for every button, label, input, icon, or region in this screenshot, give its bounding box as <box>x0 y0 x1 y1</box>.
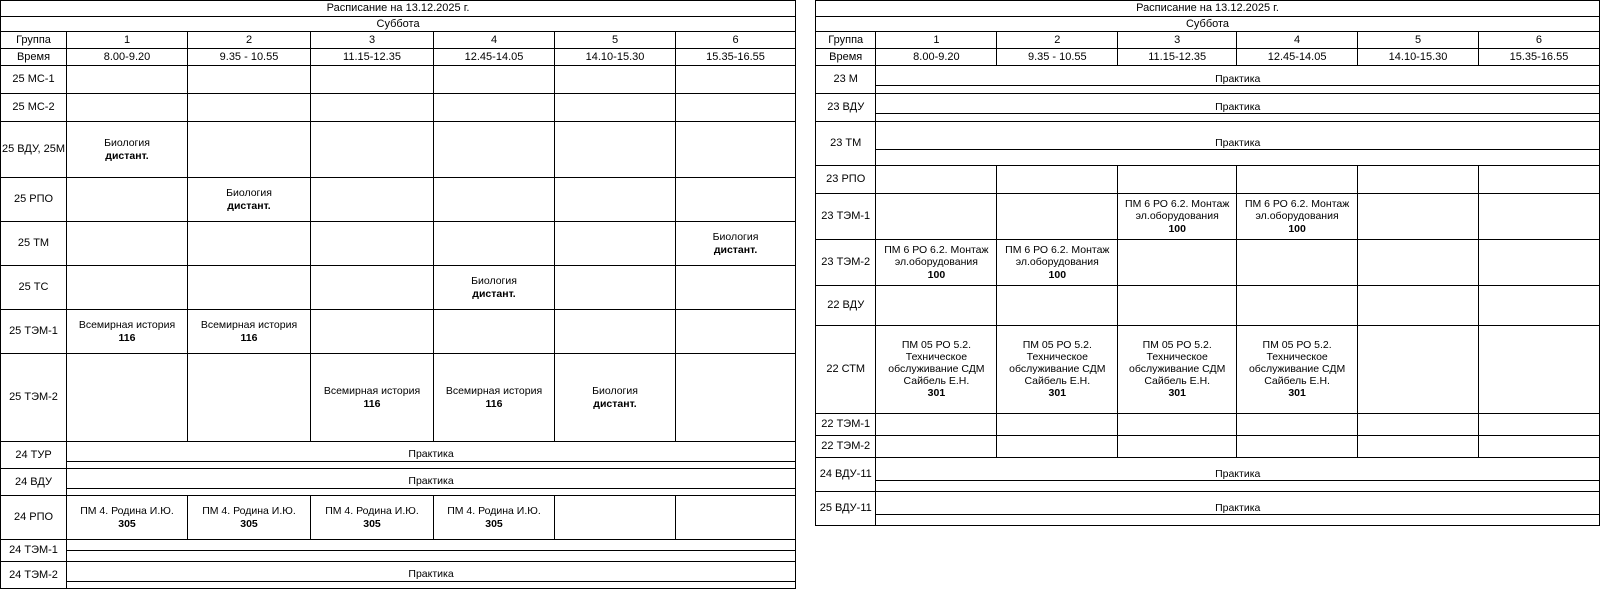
lesson-cell <box>555 66 676 94</box>
lesson-cell <box>1237 414 1358 436</box>
right-time-6: 15.35-16.55 <box>1478 49 1599 66</box>
right-time-1: 8.00-9.20 <box>876 49 997 66</box>
right-col-5: 5 <box>1358 32 1479 49</box>
table-row <box>816 414 1600 436</box>
lesson-cell <box>1478 286 1599 326</box>
practice-cell <box>67 442 796 469</box>
table-row <box>816 326 1600 414</box>
lesson-cell <box>311 94 434 122</box>
left-col-4: 4 <box>434 32 555 49</box>
lesson-cell <box>1237 436 1358 458</box>
lesson-cell <box>876 240 997 286</box>
left-time-4: 12.45-14.05 <box>434 49 555 66</box>
table-row <box>816 240 1600 286</box>
lesson-cell <box>1118 240 1237 286</box>
left-time-6: 15.35-16.55 <box>676 49 796 66</box>
lesson-cell <box>434 222 555 266</box>
lesson-cell <box>997 414 1118 436</box>
group-cell: 25 ТЭМ-2 <box>1 354 67 442</box>
lesson-room: 100 <box>1048 268 1067 281</box>
lesson-cell <box>555 94 676 122</box>
lesson-cell <box>311 222 434 266</box>
group-cell: 22 ТЭМ-1 <box>816 414 876 436</box>
table-row <box>1 122 796 178</box>
right-col-3: 3 <box>1118 32 1237 49</box>
lesson-cell <box>1478 436 1599 458</box>
lesson-cell <box>67 94 188 122</box>
lesson-room: 301 <box>1168 387 1186 400</box>
left-schedule-table <box>0 0 796 589</box>
panel-gap <box>795 0 815 596</box>
lesson-cell <box>997 326 1118 414</box>
lesson-room: 301 <box>1288 387 1306 400</box>
lesson-cell <box>188 94 311 122</box>
lesson-cell <box>311 266 434 310</box>
lesson-cell <box>1118 286 1237 326</box>
right-col-6: 6 <box>1478 32 1599 49</box>
lesson-cell <box>1237 240 1358 286</box>
table-row <box>816 166 1600 194</box>
group-cell: 25 МС-2 <box>1 94 67 122</box>
lesson-cell <box>555 122 676 178</box>
lesson-cell <box>1358 326 1479 414</box>
left-time-header: Время <box>1 49 67 66</box>
lesson-subject: Биология <box>226 187 272 200</box>
lesson-cell <box>1478 194 1599 240</box>
right-schedule-table <box>815 0 1600 526</box>
lesson-subject: ПМ 4. Родина И.Ю. <box>202 505 296 518</box>
lesson-cell <box>1478 414 1599 436</box>
right-time-5: 14.10-15.30 <box>1358 49 1479 66</box>
lesson-subject: Биология <box>471 275 517 288</box>
practice-label: Практика <box>876 137 1599 150</box>
group-cell: 23 ВДУ <box>816 94 876 122</box>
practice-label: Практика <box>876 73 1599 86</box>
lesson-cell <box>1358 436 1479 458</box>
left-title: Расписание на 13.12.2025 г. <box>1 1 796 17</box>
lesson-cell <box>1358 414 1479 436</box>
lesson-subject: Биология <box>104 137 150 150</box>
lesson-room: 100 <box>1168 222 1186 235</box>
group-cell: 24 ТЭМ-2 <box>1 562 67 589</box>
lesson-subject: Всемирная история <box>78 319 176 332</box>
lesson-cell <box>1118 194 1237 240</box>
lesson-room: 116 <box>485 397 503 410</box>
lesson-cell <box>1118 414 1237 436</box>
lesson-cell <box>876 166 997 194</box>
practice-label: Практика <box>876 502 1599 515</box>
lesson-subject: ПМ 05 РО 5.2. Техническое обслуживание СДМ Сайбель Е.Н. <box>888 339 985 387</box>
lesson-cell <box>434 310 555 354</box>
lesson-subject: ПМ 4. Родина И.Ю. <box>447 505 541 518</box>
table-row <box>1 469 796 496</box>
practice-cell <box>67 469 796 496</box>
lesson-cell <box>67 122 188 178</box>
practice-label: Практика <box>876 101 1599 114</box>
lesson-cell <box>188 178 311 222</box>
lesson-cell <box>67 66 188 94</box>
group-cell: 25 МС-1 <box>1 66 67 94</box>
lesson-cell <box>555 266 676 310</box>
lesson-room: 116 <box>363 397 381 410</box>
right-time-row <box>816 49 1600 66</box>
lesson-cell <box>676 354 796 442</box>
left-col-1: 1 <box>67 32 188 49</box>
lesson-cell <box>434 496 555 540</box>
lesson-cell <box>434 266 555 310</box>
table-row <box>1 540 796 562</box>
practice-label: Практика <box>67 475 795 488</box>
group-cell: 22 ТЭМ-2 <box>816 436 876 458</box>
practice-label: Практика <box>876 468 1599 481</box>
right-time-4: 12.45-14.05 <box>1237 49 1358 66</box>
lesson-cell <box>311 66 434 94</box>
left-day: Суббота <box>1 17 796 32</box>
table-row <box>816 122 1600 166</box>
group-cell: 24 ТЭМ-1 <box>1 540 67 562</box>
lesson-cell <box>876 286 997 326</box>
lesson-cell <box>997 436 1118 458</box>
lesson-cell <box>1358 240 1479 286</box>
lesson-room: 305 <box>240 517 258 530</box>
lesson-room: 116 <box>118 331 136 344</box>
table-row <box>1 310 796 354</box>
group-cell: 24 ВДУ-11 <box>816 458 876 492</box>
lesson-cell <box>188 310 311 354</box>
lesson-subject: Биология <box>712 231 759 244</box>
left-col-2: 2 <box>188 32 311 49</box>
left-group-header: Группа <box>1 32 67 49</box>
lesson-cell <box>676 222 796 266</box>
left-col-6: 6 <box>676 32 796 49</box>
left-time-2: 9.35 - 10.55 <box>188 49 311 66</box>
right-time-header: Время <box>816 49 876 66</box>
right-time-3: 11.15-12.35 <box>1118 49 1237 66</box>
lesson-cell <box>1118 436 1237 458</box>
lesson-cell <box>67 310 188 354</box>
practice-cell <box>876 492 1600 526</box>
table-row <box>1 562 796 589</box>
left-time-1: 8.00-9.20 <box>67 49 188 66</box>
practice-cell <box>67 540 796 562</box>
lesson-cell <box>311 178 434 222</box>
lesson-cell <box>434 354 555 442</box>
lesson-room: 301 <box>927 387 946 400</box>
lesson-subject: ПМ 4. Родина И.Ю. <box>325 505 419 518</box>
lesson-cell <box>676 178 796 222</box>
group-cell: 25 РПО <box>1 178 67 222</box>
group-cell: 23 ТМ <box>816 122 876 166</box>
lesson-room: 305 <box>485 517 503 530</box>
right-day-row <box>816 17 1600 32</box>
lesson-cell <box>67 266 188 310</box>
lesson-cell <box>67 354 188 442</box>
table-row <box>816 194 1600 240</box>
lesson-cell <box>555 222 676 266</box>
lesson-subject: Всемирная история <box>200 319 298 332</box>
lesson-room: 301 <box>1048 387 1067 400</box>
lesson-room: дистант. <box>105 149 149 162</box>
left-col-5: 5 <box>555 32 676 49</box>
lesson-room: дистант. <box>713 243 758 256</box>
right-col-2: 2 <box>997 32 1118 49</box>
group-cell: 22 ВДУ <box>816 286 876 326</box>
lesson-subject: ПМ 05 РО 5.2. Техническое обслуживание СДМ Сайбель Е.Н. <box>1009 339 1106 387</box>
lesson-cell <box>1358 166 1479 194</box>
lesson-cell <box>188 222 311 266</box>
table-row <box>1 496 796 540</box>
right-col-4: 4 <box>1237 32 1358 49</box>
lesson-cell <box>876 414 997 436</box>
group-cell: 23 РПО <box>816 166 876 194</box>
group-cell: 25 ВДУ-11 <box>816 492 876 526</box>
practice-cell <box>67 562 796 589</box>
lesson-cell <box>311 354 434 442</box>
group-cell: 25 ТС <box>1 266 67 310</box>
table-row <box>1 354 796 442</box>
lesson-cell <box>311 122 434 178</box>
lesson-cell <box>876 436 997 458</box>
right-group-header: Группа <box>816 32 876 49</box>
lesson-cell <box>188 354 311 442</box>
lesson-cell <box>1358 194 1479 240</box>
lesson-cell <box>434 178 555 222</box>
lesson-subject: ПМ 6 РО 6.2. Монтаж эл.оборудования <box>1244 198 1350 222</box>
group-cell: 23 М <box>816 66 876 94</box>
lesson-subject: Всемирная история <box>445 385 543 398</box>
right-col-1: 1 <box>876 32 997 49</box>
lesson-cell <box>311 496 434 540</box>
lesson-cell <box>555 354 676 442</box>
lesson-subject: ПМ 6 РО 6.2. Монтаж эл.оборудования <box>1005 244 1110 268</box>
table-row <box>816 436 1600 458</box>
lesson-cell <box>1237 326 1358 414</box>
lesson-cell <box>1237 194 1358 240</box>
lesson-cell <box>434 122 555 178</box>
lesson-cell <box>67 222 188 266</box>
lesson-cell <box>676 496 796 540</box>
lesson-cell <box>876 194 997 240</box>
lesson-subject: ПМ 6 РО 6.2. Монтаж эл.оборудования <box>884 244 989 268</box>
right-time-2: 9.35 - 10.55 <box>997 49 1118 66</box>
table-row <box>816 94 1600 122</box>
practice-label <box>67 550 795 551</box>
lesson-cell <box>676 94 796 122</box>
lesson-cell <box>1358 286 1479 326</box>
lesson-cell <box>555 178 676 222</box>
lesson-cell <box>434 66 555 94</box>
table-row <box>816 66 1600 94</box>
practice-label: Практика <box>67 568 795 581</box>
table-row <box>1 222 796 266</box>
lesson-cell <box>188 266 311 310</box>
table-row <box>1 266 796 310</box>
lesson-room: дистант. <box>593 397 637 410</box>
right-title-row <box>816 1 1600 17</box>
lesson-cell <box>67 496 188 540</box>
right-schedule-panel <box>815 0 1600 596</box>
lesson-cell <box>676 266 796 310</box>
lesson-cell <box>311 310 434 354</box>
lesson-subject: ПМ 6 РО 6.2. Монтаж эл.оборудования <box>1125 198 1230 222</box>
table-row <box>1 178 796 222</box>
left-time-5: 14.10-15.30 <box>555 49 676 66</box>
lesson-cell <box>188 496 311 540</box>
lesson-cell <box>997 286 1118 326</box>
lesson-room: дистант. <box>472 287 516 300</box>
practice-cell <box>876 458 1600 492</box>
table-row <box>1 442 796 469</box>
lesson-room: 100 <box>927 268 946 281</box>
lesson-cell <box>555 310 676 354</box>
group-cell: 24 ВДУ <box>1 469 67 496</box>
lesson-subject: ПМ 05 РО 5.2. Техническое обслуживание СДМ Сайбель Е.Н. <box>1129 339 1226 387</box>
left-time-3: 11.15-12.35 <box>311 49 434 66</box>
lesson-subject: ПМ 05 РО 5.2. Техническое обслуживание СДМ Сайбель Е.Н. <box>1248 339 1346 387</box>
practice-cell <box>876 66 1600 94</box>
table-row <box>816 492 1600 526</box>
group-cell: 25 ВДУ, 25М <box>1 122 67 178</box>
lesson-room: 100 <box>1288 222 1306 235</box>
lesson-cell <box>555 496 676 540</box>
lesson-cell <box>1478 326 1599 414</box>
left-header-row <box>1 32 796 49</box>
lesson-room: 305 <box>118 517 136 530</box>
lesson-subject: ПМ 4. Родина И.Ю. <box>80 505 174 518</box>
left-table-body <box>1 1 796 589</box>
left-col-3: 3 <box>311 32 434 49</box>
practice-cell <box>876 122 1600 166</box>
lesson-cell <box>997 240 1118 286</box>
lesson-cell <box>876 326 997 414</box>
lesson-cell <box>188 66 311 94</box>
left-day-row <box>1 17 796 32</box>
right-header-row <box>816 32 1600 49</box>
table-row <box>816 286 1600 326</box>
group-cell: 23 ТЭМ-2 <box>816 240 876 286</box>
practice-label: Практика <box>67 448 795 461</box>
table-row <box>1 94 796 122</box>
right-day: Суббота <box>816 17 1600 32</box>
left-title-row <box>1 1 796 17</box>
lesson-room: 116 <box>240 331 258 344</box>
group-cell: 24 ТУР <box>1 442 67 469</box>
lesson-room: 305 <box>363 517 381 530</box>
right-title: Расписание на 13.12.2025 г. <box>816 1 1600 17</box>
group-cell: 24 РПО <box>1 496 67 540</box>
lesson-subject: Всемирная история <box>323 385 421 398</box>
lesson-cell <box>1118 166 1237 194</box>
left-time-row <box>1 49 796 66</box>
lesson-cell <box>188 122 311 178</box>
lesson-cell <box>434 94 555 122</box>
lesson-cell <box>676 122 796 178</box>
group-cell: 22 СТМ <box>816 326 876 414</box>
lesson-cell <box>997 194 1118 240</box>
left-schedule-panel <box>0 0 795 596</box>
table-row <box>1 66 796 94</box>
lesson-cell <box>1478 240 1599 286</box>
lesson-cell <box>997 166 1118 194</box>
lesson-cell <box>676 66 796 94</box>
lesson-room: дистант. <box>227 199 271 212</box>
lesson-cell <box>1478 166 1599 194</box>
table-row <box>816 458 1600 492</box>
group-cell: 25 ТМ <box>1 222 67 266</box>
lesson-cell <box>67 178 188 222</box>
lesson-subject: Биология <box>592 385 638 398</box>
group-cell: 23 ТЭМ-1 <box>816 194 876 240</box>
practice-cell <box>876 94 1600 122</box>
lesson-cell <box>1237 286 1358 326</box>
lesson-cell <box>1237 166 1358 194</box>
group-cell: 25 ТЭМ-1 <box>1 310 67 354</box>
right-table-body <box>816 1 1600 526</box>
lesson-cell <box>676 310 796 354</box>
lesson-cell <box>1118 326 1237 414</box>
